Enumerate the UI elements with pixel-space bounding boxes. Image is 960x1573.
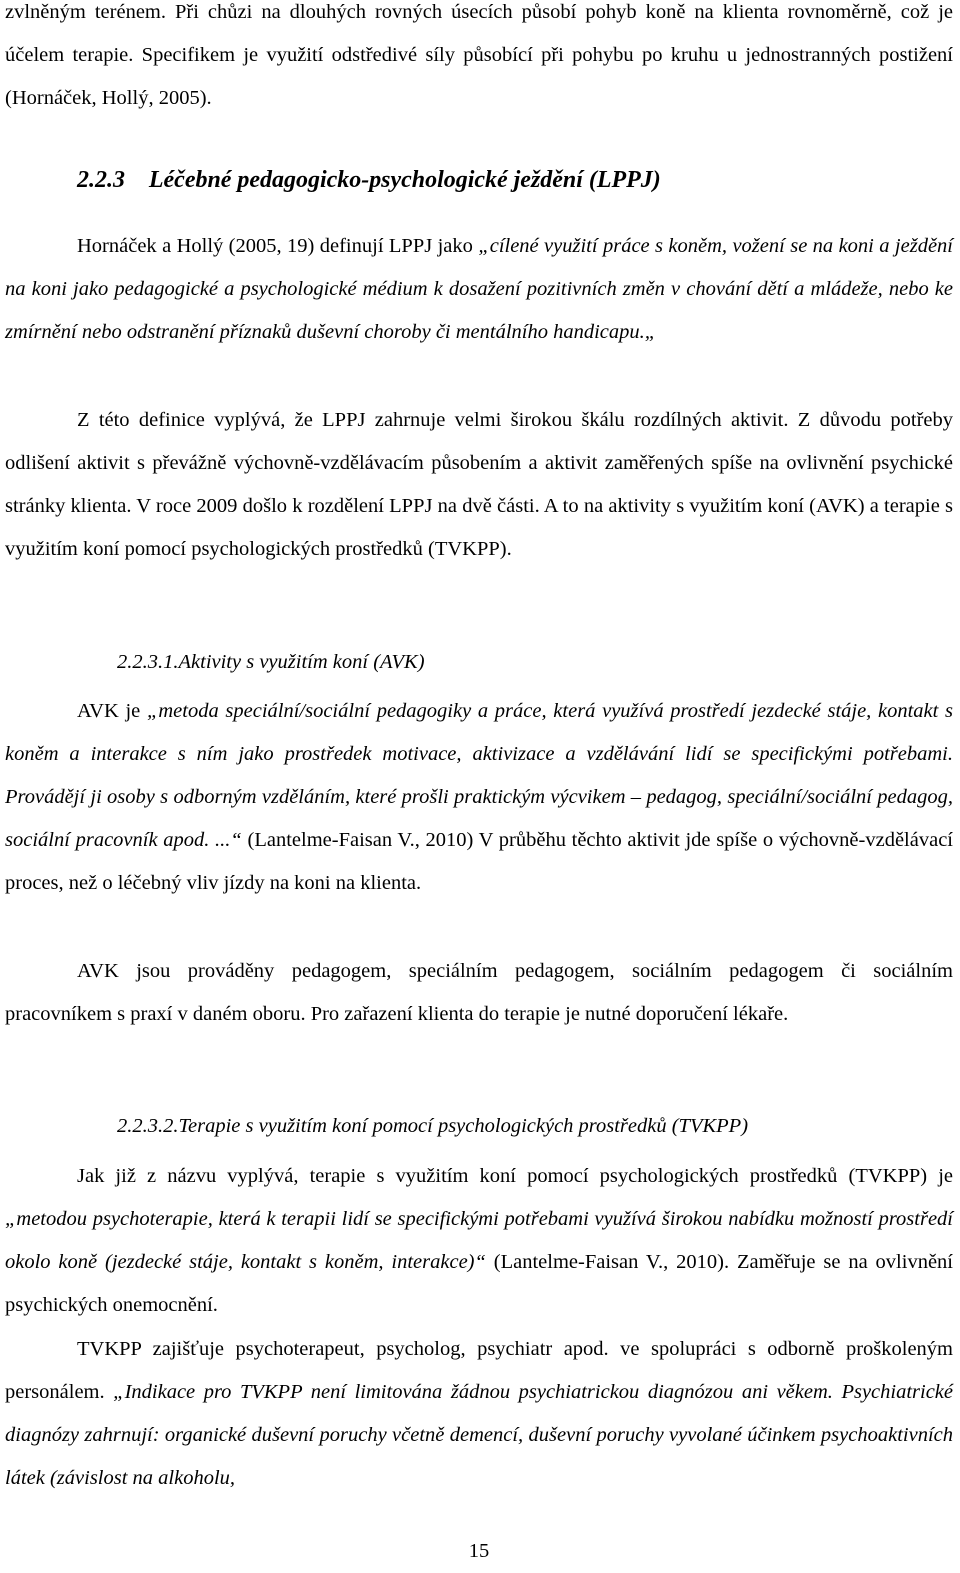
paragraph-text: zvlněným terénem. Při chůzi na dlouhých rovných úsecích působí pohyb koně na klienta rovnoměrně, což je účelem terapie. Specifikem je využití odstředivé síly působící při pohybu po kruhu u jednostranných postižení (Hornáček, Hollý, 2005). xyxy=(5,1,953,109)
quote-text: „Indikace pro TVKPP není limitována žádnou psychiatrickou diagnózou ani věkem. Psychiatrické diagnózy zahrnují: organické duševní poruchy včetně demencí, duševní poruchy vyvolané účinkem psychoaktivních látek (závislost na alkoholu, xyxy=(5,1381,953,1489)
paragraph-tvkpp-staff xyxy=(5,1328,953,1500)
paragraph-lppj-scope xyxy=(5,399,953,571)
heading-2-2-3-2 xyxy=(117,1106,953,1146)
paragraph-text: (Lantelme-Faisan V., 2010). Zaměřuje se na ovlivnění psychických onemocnění. xyxy=(5,1251,953,1316)
paragraph-text: (Lantelme-Faisan V., 2010) V průběhu těchto aktivit jde spíše o výchovně-vzdělávací proces, než o léčebný vliv jízdy na koni na klienta. xyxy=(5,829,953,894)
paragraph-lppj-definition xyxy=(5,225,953,354)
quote-text: „metoda speciální/sociální pedagogiky a práce, která využívá prostředí jezdecké stáje, kontakt s koněm a interakce s ním jako prostředek motivace, aktivizace a vzdělávání lidí se specifickými potřebami. Provádějí ji osoby s odborným vzděláním, které prošli praktickým výcvikem – pedagog, speciální/sociální pedagog, sociální pracovník apod. ...“ xyxy=(5,700,953,851)
paragraph-avk-staff xyxy=(5,950,953,1036)
page-number: 15 xyxy=(468,1540,490,1562)
paragraph-tvkpp-definition xyxy=(5,1155,953,1327)
paragraph-text: AVK jsou prováděny pedagogem, speciálním pedagogem, sociálním pedagogem či sociálním pracovníkem s praxí v daném oboru. Pro zařazení klienta do terapie je nutné doporučení lékaře. xyxy=(5,960,953,1025)
document-page xyxy=(5,0,953,1573)
paragraph-text: TVKPP zajišťuje psychoterapeut, psycholog, psychiatr apod. ve spolupráci s odborně proškoleným personálem. xyxy=(5,1338,953,1403)
paragraph-text: Jak již z názvu vyplývá, terapie s využitím koní pomocí psychologických prostředků (TVKPP) je xyxy=(77,1165,953,1187)
quote-text: „cílené využití práce s koněm, vožení se na koni a ježdění na koni jako pedagogické a psychologické médium k dosažení pozitivních změn v chování dětí a mládeže, nebo ke zmírnění nebo odstranění příznaků duševní choroby či mentálního handicapu.„ xyxy=(5,235,953,343)
heading-title: Léčebné pedagogicko-psychologické ježdění (LPPJ) xyxy=(148,167,661,193)
paragraph-avk-definition xyxy=(5,690,953,905)
heading-2-2-3 xyxy=(77,160,953,200)
paragraph-text: AVK je xyxy=(77,700,147,722)
paragraph-horse-movement xyxy=(5,0,953,120)
heading-2-2-3-1 xyxy=(117,642,953,682)
paragraph-text: Z této definice vyplývá, že LPPJ zahrnuje velmi širokou škálu rozdílných aktivit. Z důvodu potřeby odlišení aktivit s převážně výchovně-vzdělávacím působením a aktivit zaměřených spíše na ovlivnění psychické stránky klienta. V roce 2009 došlo k rozdělení LPPJ na dvě části. A to na aktivity s využitím koní (AVK) a terapie s využitím koní pomocí psychologických prostředků (TVKPP). xyxy=(5,409,953,560)
heading-title: 2.2.3.2.Terapie s využitím koní pomocí psychologických prostředků (TVKPP) xyxy=(117,1115,749,1137)
quote-text: „metodou psychoterapie, která k terapii lidí se specifickými potřebami využívá širokou nabídku možností prostředí okolo koně (jezdecké stáje, kontakt s koněm, interakce)“ xyxy=(5,1208,953,1273)
paragraph-text: Hornáček a Hollý (2005, 19) definují LPPJ jako xyxy=(77,235,479,257)
heading-number: 2.2.3 xyxy=(77,167,125,193)
heading-title: 2.2.3.1.Aktivity s využitím koní (AVK) xyxy=(117,651,425,673)
